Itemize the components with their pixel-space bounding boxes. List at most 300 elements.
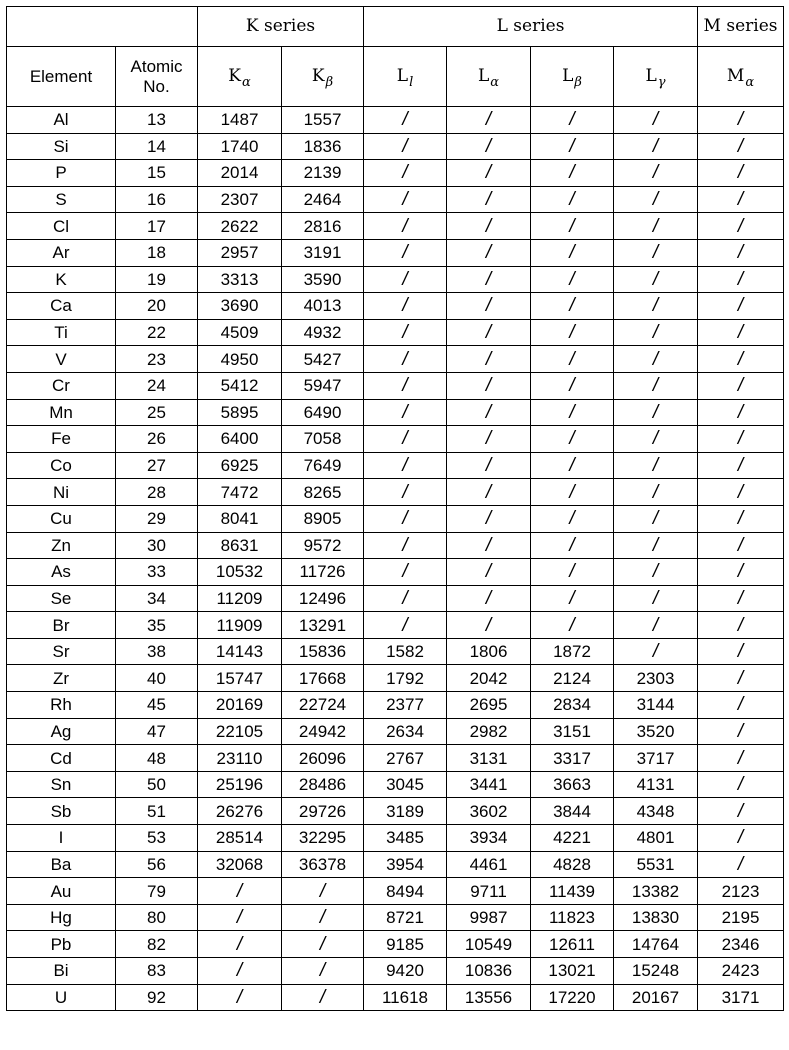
energy-cell: 14143	[198, 638, 282, 665]
energy-cell: 11823	[531, 904, 614, 931]
element-cell: Cr	[7, 372, 116, 399]
energy-cell: 3954	[364, 851, 447, 878]
energy-cell: /	[531, 160, 614, 187]
atomic-number-column-header	[116, 47, 198, 107]
energy-cell: /	[614, 559, 698, 586]
energy-cell: /	[198, 904, 282, 931]
element-cell: Sn	[7, 771, 116, 798]
energy-cell: /	[447, 585, 531, 612]
energy-cell: 3131	[447, 745, 531, 772]
energy-cell: 6400	[198, 426, 282, 453]
energy-cell: /	[447, 293, 531, 320]
table-row	[7, 426, 784, 453]
energy-cell: 32068	[198, 851, 282, 878]
energy-cell: 2303	[614, 665, 698, 692]
table-row	[7, 878, 784, 905]
energy-cell: 1582	[364, 638, 447, 665]
atomic-number-cell: 45	[116, 692, 198, 719]
atomic-number-cell: 83	[116, 958, 198, 985]
energy-cell: 11726	[282, 559, 364, 586]
energy-cell: 17668	[282, 665, 364, 692]
energy-cell: 3144	[614, 692, 698, 719]
atomic-number-cell: 34	[116, 585, 198, 612]
table-row	[7, 904, 784, 931]
energy-cell: 8494	[364, 878, 447, 905]
line-symbol: L	[477, 66, 490, 86]
energy-cell: 15836	[282, 638, 364, 665]
energy-cell: /	[447, 532, 531, 559]
table-row	[7, 718, 784, 745]
energy-cell: /	[447, 266, 531, 293]
energy-cell: 1806	[447, 638, 531, 665]
table-row	[7, 825, 784, 852]
energy-cell: /	[364, 213, 447, 240]
energy-cell: 14764	[614, 931, 698, 958]
line-subscript: γ	[657, 75, 666, 90]
atomic-number-cell: 53	[116, 825, 198, 852]
energy-cell: /	[698, 479, 784, 506]
table-row	[7, 585, 784, 612]
energy-cell: /	[614, 319, 698, 346]
energy-cell: 26276	[198, 798, 282, 825]
energy-cell: /	[531, 559, 614, 586]
energy-cell: /	[447, 160, 531, 187]
energy-cell: /	[447, 107, 531, 134]
energy-cell: /	[698, 585, 784, 612]
energy-cell: /	[531, 133, 614, 160]
energy-cell: /	[698, 505, 784, 532]
energy-cell: /	[698, 851, 784, 878]
energy-cell: /	[531, 505, 614, 532]
line-header-row	[7, 47, 784, 107]
energy-cell: 20169	[198, 692, 282, 719]
element-cell: Ba	[7, 851, 116, 878]
energy-cell: /	[447, 399, 531, 426]
energy-cell: /	[447, 133, 531, 160]
energy-cell: 12496	[282, 585, 364, 612]
energy-cell: /	[198, 984, 282, 1011]
table-row	[7, 160, 784, 187]
table-row	[7, 319, 784, 346]
energy-cell: /	[531, 186, 614, 213]
atomic-number-cell: 19	[116, 266, 198, 293]
atomic-number-cell: 20	[116, 293, 198, 320]
energy-cell: /	[531, 452, 614, 479]
energy-cell: 5531	[614, 851, 698, 878]
energy-cell: /	[364, 532, 447, 559]
energy-cell: 3151	[531, 718, 614, 745]
energy-cell: /	[698, 346, 784, 373]
energy-cell: /	[698, 186, 784, 213]
energy-cell: 3313	[198, 266, 282, 293]
table-row	[7, 771, 784, 798]
energy-cell: /	[698, 160, 784, 187]
k-series-header: K series	[198, 7, 364, 47]
element-cell: Mn	[7, 399, 116, 426]
atomic-number-cell: 18	[116, 239, 198, 266]
table-row	[7, 133, 784, 160]
energy-cell: /	[447, 479, 531, 506]
energy-cell: /	[447, 213, 531, 240]
element-cell: Ni	[7, 479, 116, 506]
energy-cell: 13830	[614, 904, 698, 931]
atomic-number-cell: 38	[116, 638, 198, 665]
element-cell: Se	[7, 585, 116, 612]
energy-cell: /	[531, 319, 614, 346]
energy-cell: 26096	[282, 745, 364, 772]
element-cell: Sr	[7, 638, 116, 665]
table-row	[7, 452, 784, 479]
energy-cell: 3717	[614, 745, 698, 772]
energy-cell: 1792	[364, 665, 447, 692]
l-series-header: L series	[364, 7, 698, 47]
energy-cell: /	[198, 878, 282, 905]
line-subscript: α	[241, 75, 251, 90]
energy-cell: /	[698, 692, 784, 719]
energy-cell: /	[531, 399, 614, 426]
atomic-number-cell: 80	[116, 904, 198, 931]
energy-cell: /	[531, 107, 614, 134]
table-row	[7, 399, 784, 426]
energy-cell: 4932	[282, 319, 364, 346]
energy-cell: 2377	[364, 692, 447, 719]
empty-corner-cell	[7, 7, 198, 47]
atomic-number-cell: 15	[116, 160, 198, 187]
energy-cell: /	[614, 133, 698, 160]
energy-cell: /	[698, 213, 784, 240]
energy-cell: /	[614, 160, 698, 187]
energy-cell: /	[614, 239, 698, 266]
atomic-number-cell: 51	[116, 798, 198, 825]
element-cell: Al	[7, 107, 116, 134]
atomic-number-cell: 24	[116, 372, 198, 399]
element-cell: Sb	[7, 798, 116, 825]
energy-cell: /	[447, 319, 531, 346]
energy-cell: /	[364, 399, 447, 426]
energy-cell: 9185	[364, 931, 447, 958]
energy-cell: /	[614, 213, 698, 240]
element-cell: S	[7, 186, 116, 213]
energy-cell: 12611	[531, 931, 614, 958]
energy-cell: /	[282, 931, 364, 958]
energy-cell: /	[364, 319, 447, 346]
energy-cell: 2767	[364, 745, 447, 772]
table-row	[7, 798, 784, 825]
element-cell: Zr	[7, 665, 116, 692]
energy-cell: 1872	[531, 638, 614, 665]
k-beta-column-header	[282, 47, 364, 107]
table-row	[7, 851, 784, 878]
energy-cell: /	[531, 532, 614, 559]
energy-cell: /	[614, 638, 698, 665]
energy-cell: 3934	[447, 825, 531, 852]
energy-cell: 8631	[198, 532, 282, 559]
energy-cell: /	[531, 213, 614, 240]
atomic-number-cell: 23	[116, 346, 198, 373]
energy-cell: /	[614, 505, 698, 532]
energy-cell: /	[198, 958, 282, 985]
energy-cell: /	[447, 239, 531, 266]
energy-cell: /	[364, 160, 447, 187]
energy-cell: /	[698, 239, 784, 266]
table-row	[7, 745, 784, 772]
energy-cell: 4461	[447, 851, 531, 878]
atomic-number-cell: 92	[116, 984, 198, 1011]
energy-cell: 2834	[531, 692, 614, 719]
energy-cell: /	[698, 559, 784, 586]
energy-cell: 5895	[198, 399, 282, 426]
energy-cell: /	[614, 107, 698, 134]
element-cell: U	[7, 984, 116, 1011]
l-alpha-column-header	[447, 47, 531, 107]
energy-cell: /	[698, 718, 784, 745]
energy-cell: /	[698, 319, 784, 346]
energy-cell: /	[614, 452, 698, 479]
energy-cell: /	[447, 426, 531, 453]
energy-cell: /	[364, 452, 447, 479]
line-symbol: L	[645, 66, 657, 86]
energy-cell: /	[364, 346, 447, 373]
energy-cell: 8721	[364, 904, 447, 931]
element-cell: Co	[7, 452, 116, 479]
atomic-number-cell: 35	[116, 612, 198, 639]
energy-cell: /	[698, 798, 784, 825]
energy-cell: 3317	[531, 745, 614, 772]
table-body	[7, 107, 784, 1011]
table-row	[7, 186, 784, 213]
energy-cell: 24942	[282, 718, 364, 745]
energy-cell: /	[698, 745, 784, 772]
energy-cell: 3663	[531, 771, 614, 798]
energy-cell: /	[698, 372, 784, 399]
energy-cell: 2042	[447, 665, 531, 692]
energy-cell: /	[614, 266, 698, 293]
element-cell: P	[7, 160, 116, 187]
energy-cell: /	[531, 346, 614, 373]
energy-cell: /	[531, 293, 614, 320]
energy-cell: 2622	[198, 213, 282, 240]
energy-cell: 11209	[198, 585, 282, 612]
table-row	[7, 293, 784, 320]
element-cell: Fe	[7, 426, 116, 453]
atomic-number-cell: 22	[116, 319, 198, 346]
energy-cell: /	[698, 266, 784, 293]
atomic-number-cell: 82	[116, 931, 198, 958]
energy-cell: /	[614, 399, 698, 426]
energy-cell: 11618	[364, 984, 447, 1011]
energy-cell: /	[364, 107, 447, 134]
table-row	[7, 931, 784, 958]
energy-cell: 3690	[198, 293, 282, 320]
energy-cell: 36378	[282, 851, 364, 878]
energy-cell: /	[531, 239, 614, 266]
atomic-number-cell: 56	[116, 851, 198, 878]
energy-cell: 4801	[614, 825, 698, 852]
energy-cell: 8905	[282, 505, 364, 532]
atomic-number-cell: 13	[116, 107, 198, 134]
energy-cell: 15747	[198, 665, 282, 692]
energy-cell: /	[531, 612, 614, 639]
energy-cell: /	[364, 559, 447, 586]
energy-cell: /	[698, 532, 784, 559]
element-cell: Zn	[7, 532, 116, 559]
energy-cell: 28514	[198, 825, 282, 852]
l-l-column-header	[364, 47, 447, 107]
element-cell: K	[7, 266, 116, 293]
energy-cell: 4828	[531, 851, 614, 878]
energy-cell: 23110	[198, 745, 282, 772]
energy-cell: /	[364, 479, 447, 506]
series-header-row	[7, 7, 784, 47]
energy-cell: 2123	[698, 878, 784, 905]
energy-cell: /	[698, 399, 784, 426]
energy-cell: 11439	[531, 878, 614, 905]
energy-cell: /	[282, 878, 364, 905]
m-series-header: M series	[698, 7, 784, 47]
energy-cell: /	[447, 346, 531, 373]
xray-energy-table	[6, 6, 784, 1011]
energy-cell: /	[364, 239, 447, 266]
element-cell: Cd	[7, 745, 116, 772]
m-alpha-column-header	[698, 47, 784, 107]
energy-cell: /	[698, 665, 784, 692]
energy-cell: 22724	[282, 692, 364, 719]
table-row	[7, 346, 784, 373]
line-subscript: l	[409, 75, 414, 90]
atomic-number-cell: 27	[116, 452, 198, 479]
element-cell: Bi	[7, 958, 116, 985]
energy-cell: 2307	[198, 186, 282, 213]
energy-cell: /	[698, 825, 784, 852]
element-cell: I	[7, 825, 116, 852]
atomic-number-cell: 16	[116, 186, 198, 213]
atomic-number-cell: 79	[116, 878, 198, 905]
energy-cell: /	[698, 452, 784, 479]
line-subscript: α	[490, 75, 500, 90]
energy-cell: 5947	[282, 372, 364, 399]
table-row	[7, 958, 784, 985]
energy-cell: 2695	[447, 692, 531, 719]
energy-cell: /	[447, 559, 531, 586]
table-row	[7, 638, 784, 665]
element-cell: Br	[7, 612, 116, 639]
energy-cell: /	[614, 372, 698, 399]
energy-cell: 4131	[614, 771, 698, 798]
line-subscript: α	[745, 75, 755, 90]
energy-cell: 6490	[282, 399, 364, 426]
energy-cell: 22105	[198, 718, 282, 745]
energy-cell: 11909	[198, 612, 282, 639]
element-cell: V	[7, 346, 116, 373]
element-cell: Ca	[7, 293, 116, 320]
energy-cell: 9711	[447, 878, 531, 905]
energy-cell: 29726	[282, 798, 364, 825]
energy-cell: /	[364, 293, 447, 320]
atomic-number-cell: 14	[116, 133, 198, 160]
line-subscript: β	[325, 75, 334, 90]
atomic-number-cell: 48	[116, 745, 198, 772]
energy-cell: /	[698, 638, 784, 665]
energy-cell: 17220	[531, 984, 614, 1011]
energy-cell: /	[282, 984, 364, 1011]
energy-cell: 7058	[282, 426, 364, 453]
energy-cell: 1557	[282, 107, 364, 134]
energy-cell: 2014	[198, 160, 282, 187]
energy-cell: 3191	[282, 239, 364, 266]
energy-cell: 4950	[198, 346, 282, 373]
energy-cell: 4013	[282, 293, 364, 320]
energy-cell: 7472	[198, 479, 282, 506]
table-row	[7, 505, 784, 532]
energy-cell: /	[531, 585, 614, 612]
energy-cell: 6925	[198, 452, 282, 479]
energy-cell: 2124	[531, 665, 614, 692]
table-row	[7, 665, 784, 692]
line-symbol: M	[726, 66, 745, 86]
energy-cell: 2957	[198, 239, 282, 266]
energy-cell: /	[614, 346, 698, 373]
energy-cell: /	[364, 266, 447, 293]
table-row	[7, 266, 784, 293]
energy-cell: 25196	[198, 771, 282, 798]
element-cell: Cu	[7, 505, 116, 532]
energy-cell: /	[531, 479, 614, 506]
element-cell: Pb	[7, 931, 116, 958]
energy-cell: 4221	[531, 825, 614, 852]
energy-cell: /	[198, 931, 282, 958]
energy-cell: /	[698, 107, 784, 134]
table-row	[7, 692, 784, 719]
energy-cell: /	[282, 904, 364, 931]
energy-cell: 1836	[282, 133, 364, 160]
atomic-number-cell: 25	[116, 399, 198, 426]
element-cell: Cl	[7, 213, 116, 240]
element-cell: Ti	[7, 319, 116, 346]
l-gamma-column-header	[614, 47, 698, 107]
energy-cell: /	[614, 532, 698, 559]
element-cell: Au	[7, 878, 116, 905]
energy-cell: 2423	[698, 958, 784, 985]
energy-cell: /	[447, 372, 531, 399]
energy-cell: /	[364, 186, 447, 213]
energy-cell: /	[364, 505, 447, 532]
table-row	[7, 559, 784, 586]
energy-cell: /	[531, 426, 614, 453]
energy-cell: /	[364, 426, 447, 453]
energy-cell: 2982	[447, 718, 531, 745]
atomic-number-label: Atomic No.	[130, 56, 183, 96]
energy-cell: 3045	[364, 771, 447, 798]
atomic-number-cell: 50	[116, 771, 198, 798]
energy-cell: 10532	[198, 559, 282, 586]
energy-cell: 7649	[282, 452, 364, 479]
line-symbol: L	[562, 66, 574, 86]
energy-cell: 8265	[282, 479, 364, 506]
line-symbol: K	[228, 66, 241, 86]
energy-cell: 2195	[698, 904, 784, 931]
table-row	[7, 213, 784, 240]
energy-cell: /	[614, 186, 698, 213]
table-row	[7, 107, 784, 134]
atomic-number-cell: 28	[116, 479, 198, 506]
energy-cell: 10549	[447, 931, 531, 958]
energy-cell: 3171	[698, 984, 784, 1011]
energy-cell: /	[364, 372, 447, 399]
atomic-number-cell: 30	[116, 532, 198, 559]
energy-cell: 15248	[614, 958, 698, 985]
energy-cell: 20167	[614, 984, 698, 1011]
energy-cell: 3602	[447, 798, 531, 825]
